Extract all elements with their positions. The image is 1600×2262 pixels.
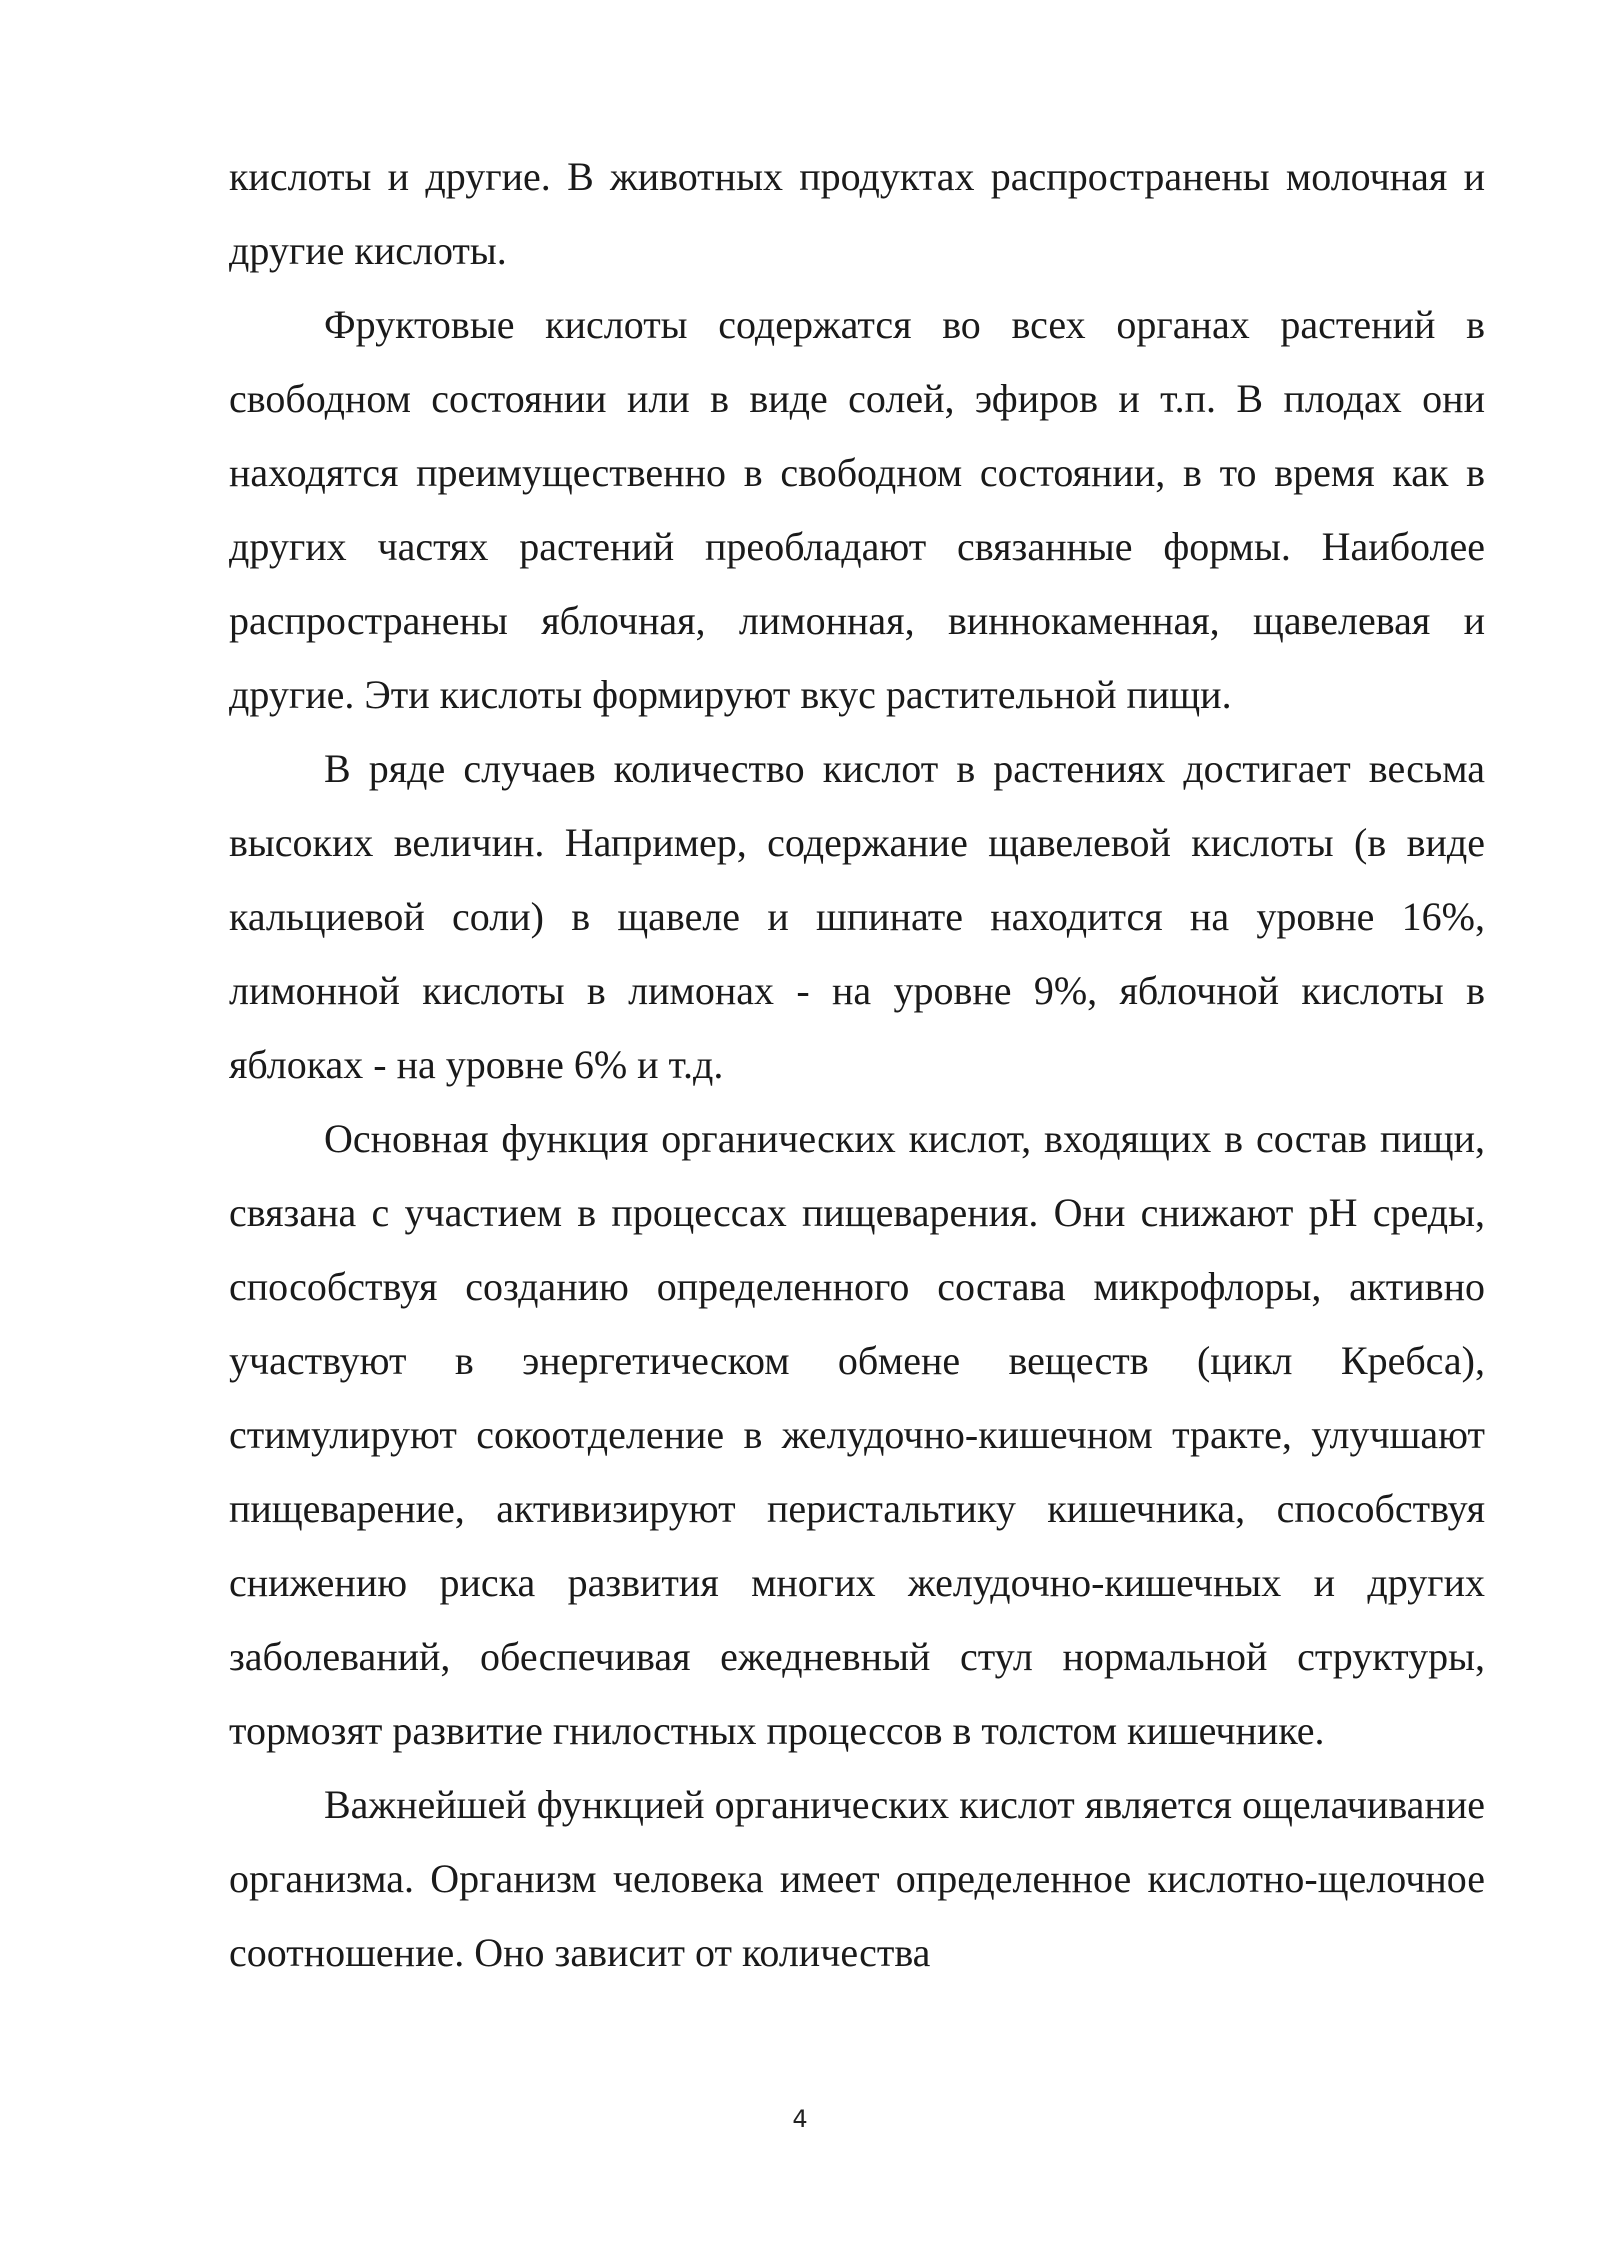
paragraph-1: кислоты и другие. В животных продуктах распространены молочная и другие кислоты. xyxy=(229,154,1485,273)
paragraph-5: Важнейшей функцией органических кислот является ощелачивание организма. Организм человека имеет определенное кислотно-щелочное соотношение. Оно зависит от количества xyxy=(229,1782,1485,1975)
body-text xyxy=(229,140,1485,1990)
paragraph-4: Основная функция органических кислот, входящих в состав пищи, связана с участием в процессах пищеварения. Они снижают pH среды, способствуя созданию определенного состава микрофлоры, активно участвуют в энергетическом обмене веществ (цикл Кребса), стимулируют сокоотделение в желудочно-кишечном тракте, улучшают пищеварение, активизируют перистальтику кишечника, способствуя снижению риска развития многих желудочно-кишечных и других заболеваний, обеспечивая ежедневный стул нормальной структуры, тормозят развитие гнилостных процессов в толстом кишечнике. xyxy=(229,1116,1485,1753)
paragraph-3: В ряде случаев количество кислот в растениях достигает весьма высоких величин. Например, содержание щавелевой кислоты (в виде кальциевой соли) в щавеле и шпинате находится на уровне 16%, лимонной кислоты в лимонах - на уровне 9%, яблочной кислоты в яблоках - на уровне 6% и т.д. xyxy=(229,746,1485,1087)
page-number: 4 xyxy=(792,2105,808,2133)
paragraph-2: Фруктовые кислоты содержатся во всех органах растений в свободном состоянии или в виде солей, эфиров и т.п. В плодах они находятся преимущественно в свободном состоянии, в то время как в других частях растений преобладают связанные формы. Наиболее распространены яблочная, лимонная, виннокаменная, щавелевая и другие. Эти кислоты формируют вкус растительной пищи. xyxy=(229,302,1485,717)
